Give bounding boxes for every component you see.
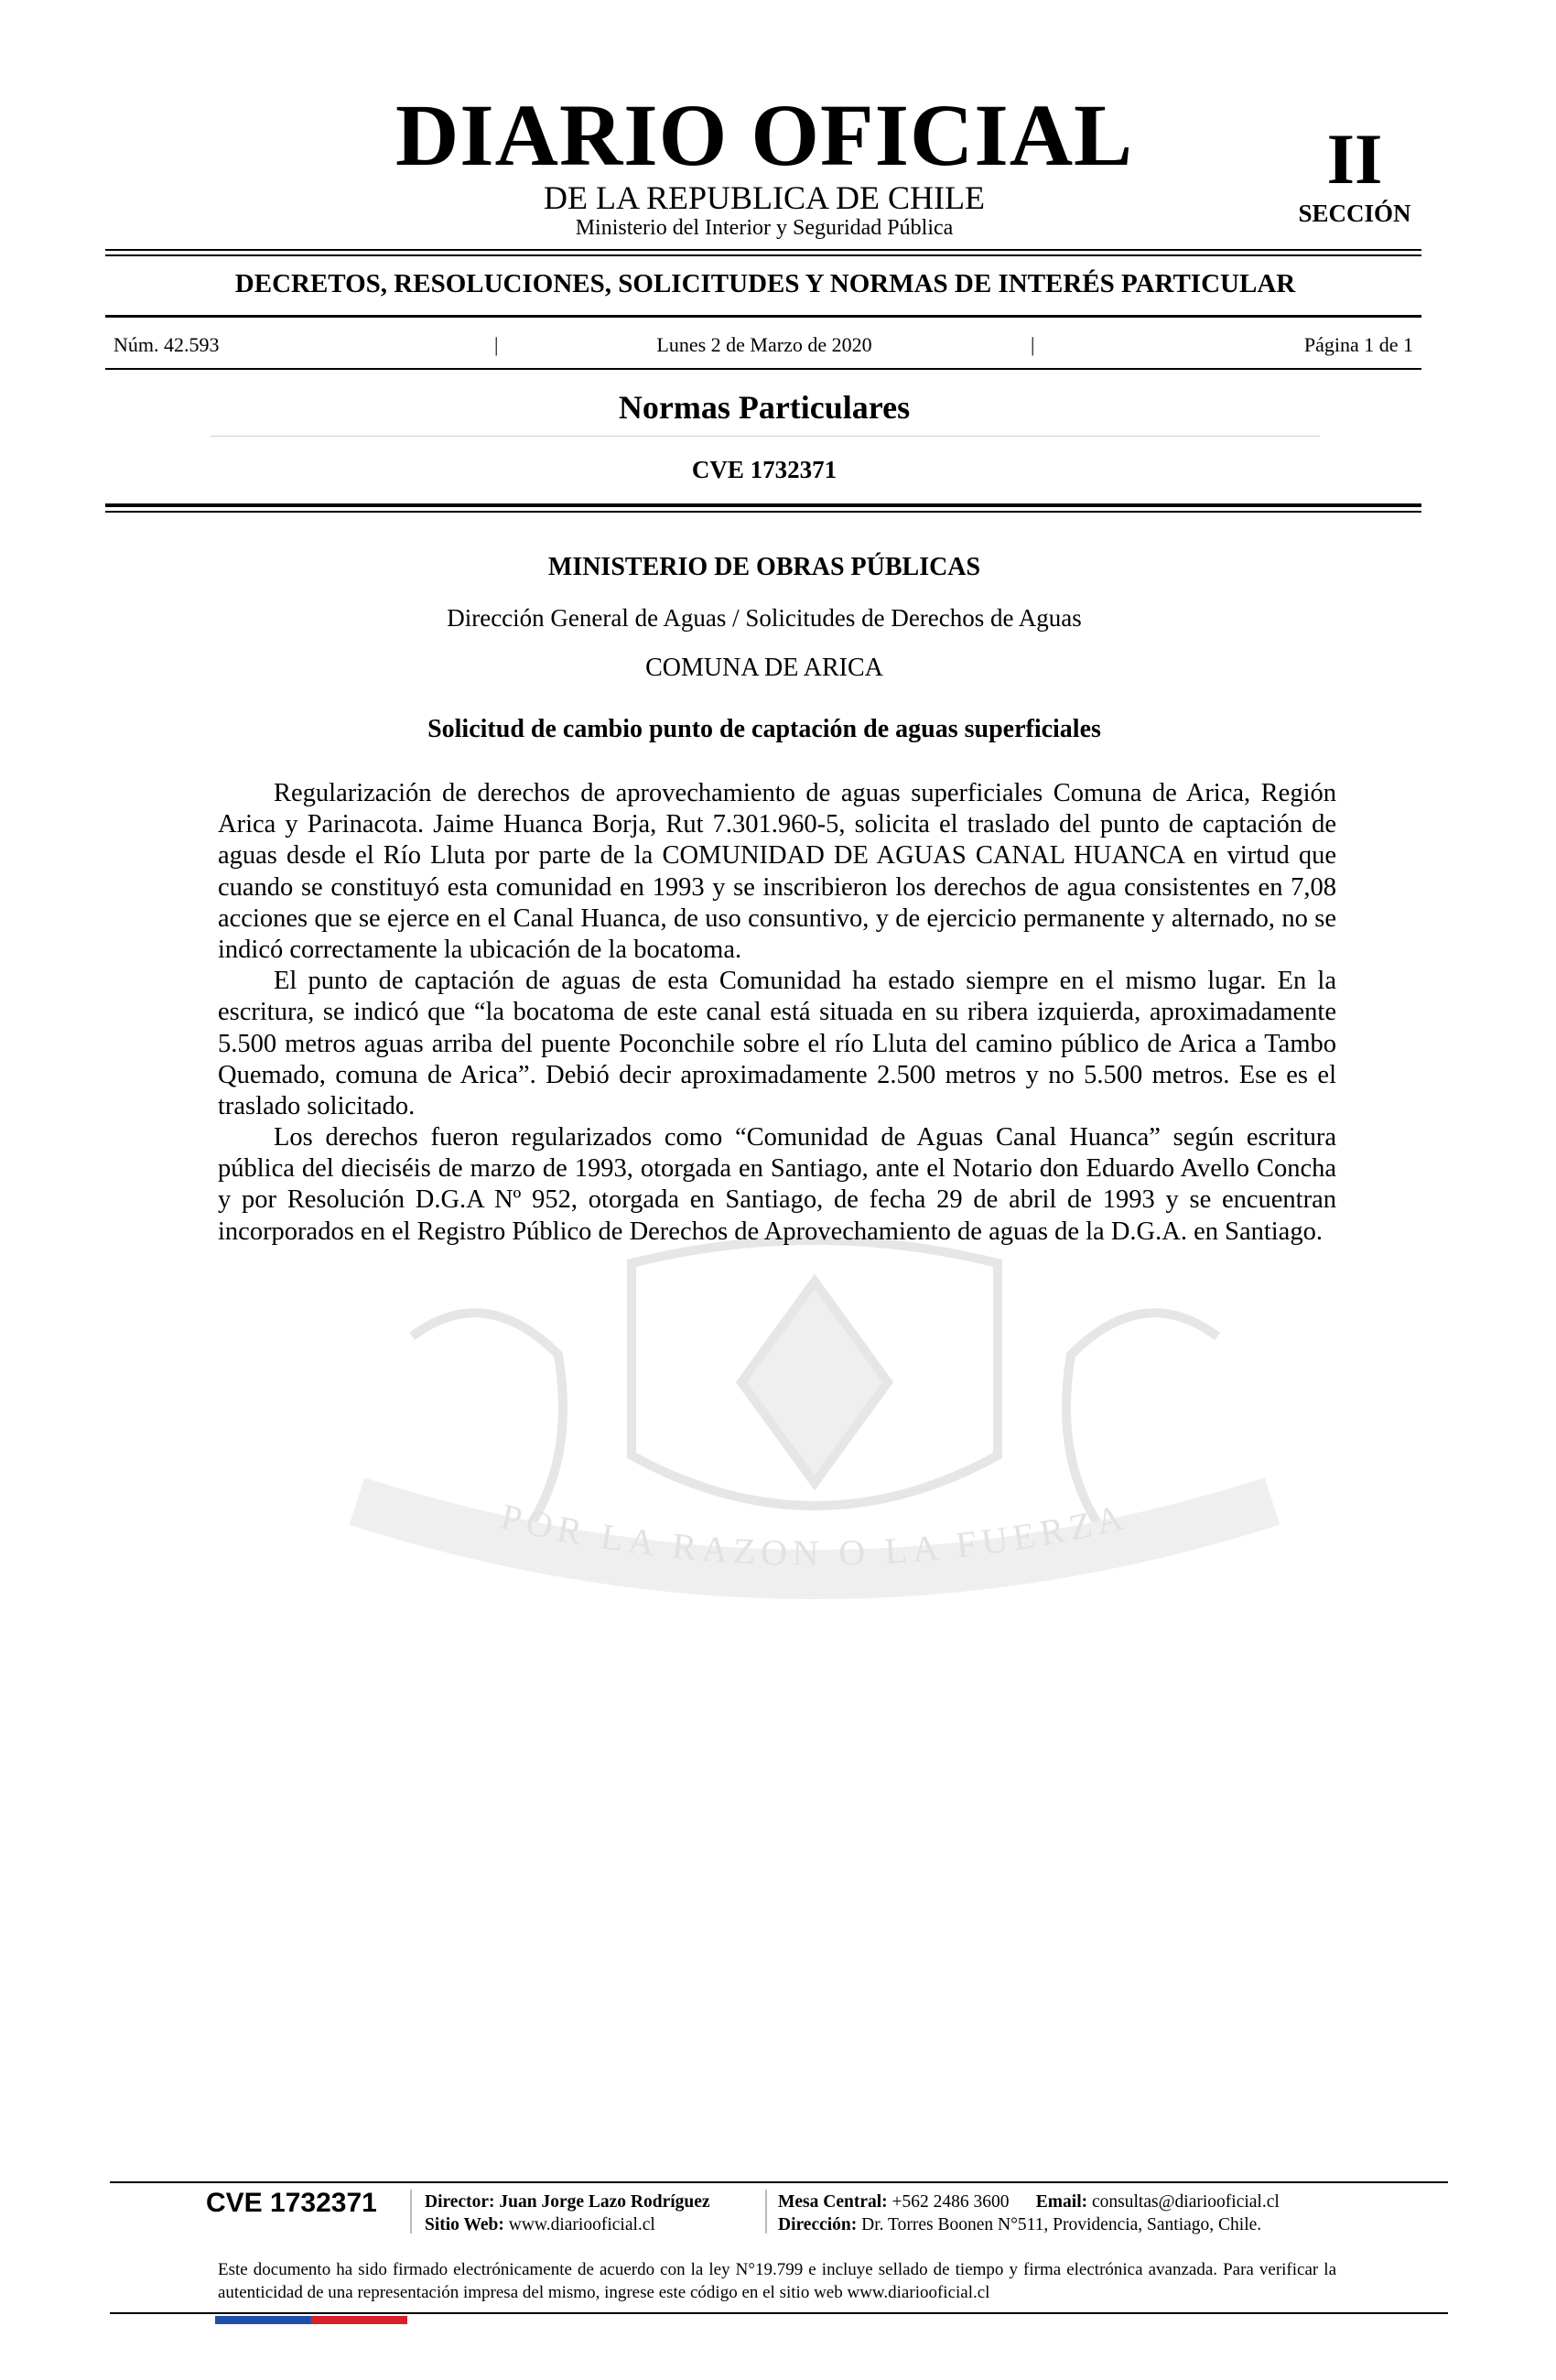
phone-number: +562 2486 3600 [891, 2192, 1010, 2212]
address: Dr. Torres Boonen N°511, Providencia, Santiago, Chile. [861, 2215, 1262, 2235]
director-name: Juan Jorge Lazo Rodríguez [499, 2192, 710, 2212]
email-link[interactable]: consultas@diariooficial.cl [1092, 2192, 1280, 2212]
commune: COMUNA DE ARICA [645, 654, 883, 682]
document-body [218, 778, 1336, 1248]
footer-divider [410, 2190, 412, 2234]
section-number: II [1326, 119, 1383, 199]
masthead-title: DIARIO OFICIAL [394, 86, 1134, 184]
meta-separator: | [1031, 333, 1035, 356]
document-heading: Normas Particulares [618, 389, 911, 426]
header-rule-thin [105, 511, 1421, 513]
body-paragraph: Regularización de derechos de aprovechamiento de aguas superficiales Comuna de Arica, Región Arica y Parinacota. Jaime Huanca Borja, Rut 7.301.960-5, solicita el traslado del punto de captación de aguas desde el Río Lluta por parte de la COMUNIDAD DE AGUAS CANAL HUANCA en virtud que cuando se constituyó esta comunidad en 1993 y se inscribieron los derechos de agua consistentes en 7,08 acciones que se ejerce en el Canal Huanca, de uso consuntivo, y de ejercicio permanente y alternado, no se indicó correctamente la ubicación de la bocatoma. [218, 779, 1336, 964]
flag-stripe-red [311, 2316, 407, 2324]
email-label: Email: [1035, 2192, 1088, 2212]
flag-stripe-blue [215, 2316, 311, 2324]
section-label: SECCIÓN [1298, 200, 1411, 227]
issue-date: Lunes 2 de Marzo de 2020 [656, 333, 872, 356]
header-rule-thick [105, 503, 1421, 507]
motto-text: POR LA RAZON O LA FUERZA [497, 1495, 1132, 1574]
footer-rule-bottom [110, 2312, 1448, 2314]
issue-number: Núm. 42.593 [113, 333, 220, 356]
footer-rule [110, 2181, 1448, 2183]
page-indicator: Página 1 de 1 [1303, 333, 1413, 356]
subject-title: Solicitud de cambio punto de captación de aguas superficiales [427, 715, 1101, 743]
banner-rule [105, 315, 1421, 318]
publication-banner: DECRETOS, RESOLUCIONES, SOLICITUDES Y NORMAS DE INTERÉS PARTICULAR [234, 269, 1296, 298]
masthead-rule-bottom [105, 254, 1421, 256]
footer-cve-code: CVE 1732371 [206, 2188, 377, 2218]
footer-contact-block [778, 2191, 1437, 2237]
director-label: Director: [425, 2192, 495, 2212]
cve-code: CVE 1732371 [691, 456, 837, 483]
address-label: Dirección: [778, 2215, 858, 2235]
masthead-ministry: Ministerio del Interior y Seguridad Pública [575, 216, 954, 240]
footer-divider [765, 2190, 767, 2234]
meta-rule [105, 368, 1421, 370]
meta-separator: | [494, 333, 499, 356]
verification-notice: Este documento ha sido firmado electrónicamente de acuerdo con la ley N°19.799 e incluye sellado de tiempo y firma electrónica avanzada. Para verificar la autenticidad de una representación impresa del mismo, ingrese este código en el sitio web www.diariooficial.cl [218, 2260, 1336, 2302]
masthead-rule-top [105, 249, 1421, 251]
heading-underline [211, 436, 1320, 437]
body-paragraph: Los derechos fueron regularizados como “Comunidad de Aguas Canal Huanca” según escritura pública del dieciséis de marzo de 1993, otorgada en Santiago, ante el Notario don Eduardo Avello Concha y por Resolución D.G.A Nº 952, otorgada en Santiago, de fecha 29 de abril de 1993 y se encuentran incorporados en el Registro Público de Derechos de Aprovechamiento de aguas de la D.G.A. en Santiago. [218, 1123, 1336, 1246]
website-label: Sitio Web: [425, 2215, 504, 2235]
footer-director-block [425, 2191, 773, 2237]
department: Dirección General de Aguas / Solicitudes de Derechos de Aguas [447, 604, 1082, 632]
website-link[interactable]: www.diariooficial.cl [508, 2215, 655, 2235]
body-paragraph: El punto de captación de aguas de esta Comunidad ha estado siempre en el mismo lugar. En la escritura, se indicó que “la bocatoma de este canal está situada en su ribera izquierda, aproximadamente 5.500 metros aguas arriba del puente Poconchile sobre el río Lluta del camino público de Arica a Tambo Quemado, comuna de Arica”. Debió decir aproximadamente 2.500 metros y no 5.500 metros. Ese es el traslado solicitado. [218, 967, 1336, 1120]
masthead-subtitle: DE LA REPUBLICA DE CHILE [544, 179, 985, 216]
phone-label: Mesa Central: [778, 2192, 888, 2212]
issuing-ministry: MINISTERIO DE OBRAS PÚBLICAS [547, 553, 981, 581]
coat-of-arms-watermark [302, 1227, 1327, 1648]
